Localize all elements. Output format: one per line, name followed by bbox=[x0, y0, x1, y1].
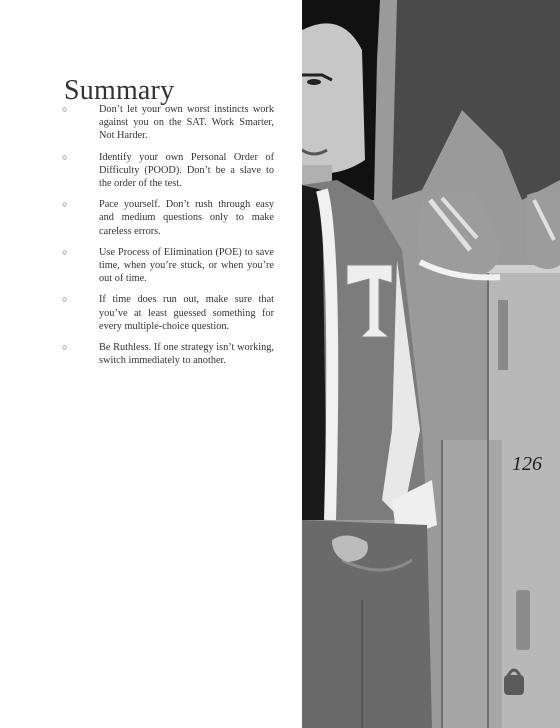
list-item bbox=[62, 151, 274, 191]
student-photo bbox=[302, 0, 560, 728]
sneaker-right bbox=[527, 191, 560, 269]
list-item-text: Identify your own Personal Order of Difficulty (POOD). Don’t be a slave to the order of the test. bbox=[99, 151, 274, 190]
list-item bbox=[62, 246, 274, 286]
jacket-letter: T bbox=[368, 300, 369, 301]
locker-handle bbox=[516, 590, 530, 650]
photo-illustration bbox=[302, 0, 560, 728]
list-item-text: Use Process of Elimination (POE) to save time, when you’re stuck, or when you’re out of time. bbox=[99, 246, 274, 285]
list-item-text: Be Ruthless. If one strategy isn’t working, switch immediately to another. bbox=[99, 342, 274, 367]
locker-door-middle bbox=[442, 440, 502, 728]
locker-number: 126 bbox=[512, 453, 542, 475]
bullet-icon: ○ bbox=[62, 342, 68, 353]
list-item bbox=[62, 293, 274, 333]
padlock-icon bbox=[504, 675, 524, 695]
list-item-text: Pace yourself. Don’t rush through easy and medium questions only to make careless errors. bbox=[99, 199, 274, 237]
bullet-icon: ○ bbox=[62, 104, 68, 114]
page-title: Summary bbox=[64, 74, 175, 106]
summary-list bbox=[62, 103, 274, 375]
bullet-icon: ○ bbox=[62, 151, 68, 162]
bullet-icon: ○ bbox=[62, 199, 68, 210]
bullet-icon: ○ bbox=[62, 294, 68, 305]
face bbox=[302, 23, 365, 173]
list-item bbox=[62, 341, 274, 367]
list-item-text: If time does run out, make sure that you’ve at least guessed something for every multiple-choice question. bbox=[99, 294, 274, 332]
locker-vent bbox=[498, 300, 508, 370]
list-item bbox=[62, 103, 274, 143]
bullet-icon: ○ bbox=[62, 246, 68, 257]
list-item bbox=[62, 198, 274, 238]
list-item-text: Don’t let your own worst instincts work against you on the SAT. Work Smarter, Not Harder. bbox=[99, 104, 274, 142]
